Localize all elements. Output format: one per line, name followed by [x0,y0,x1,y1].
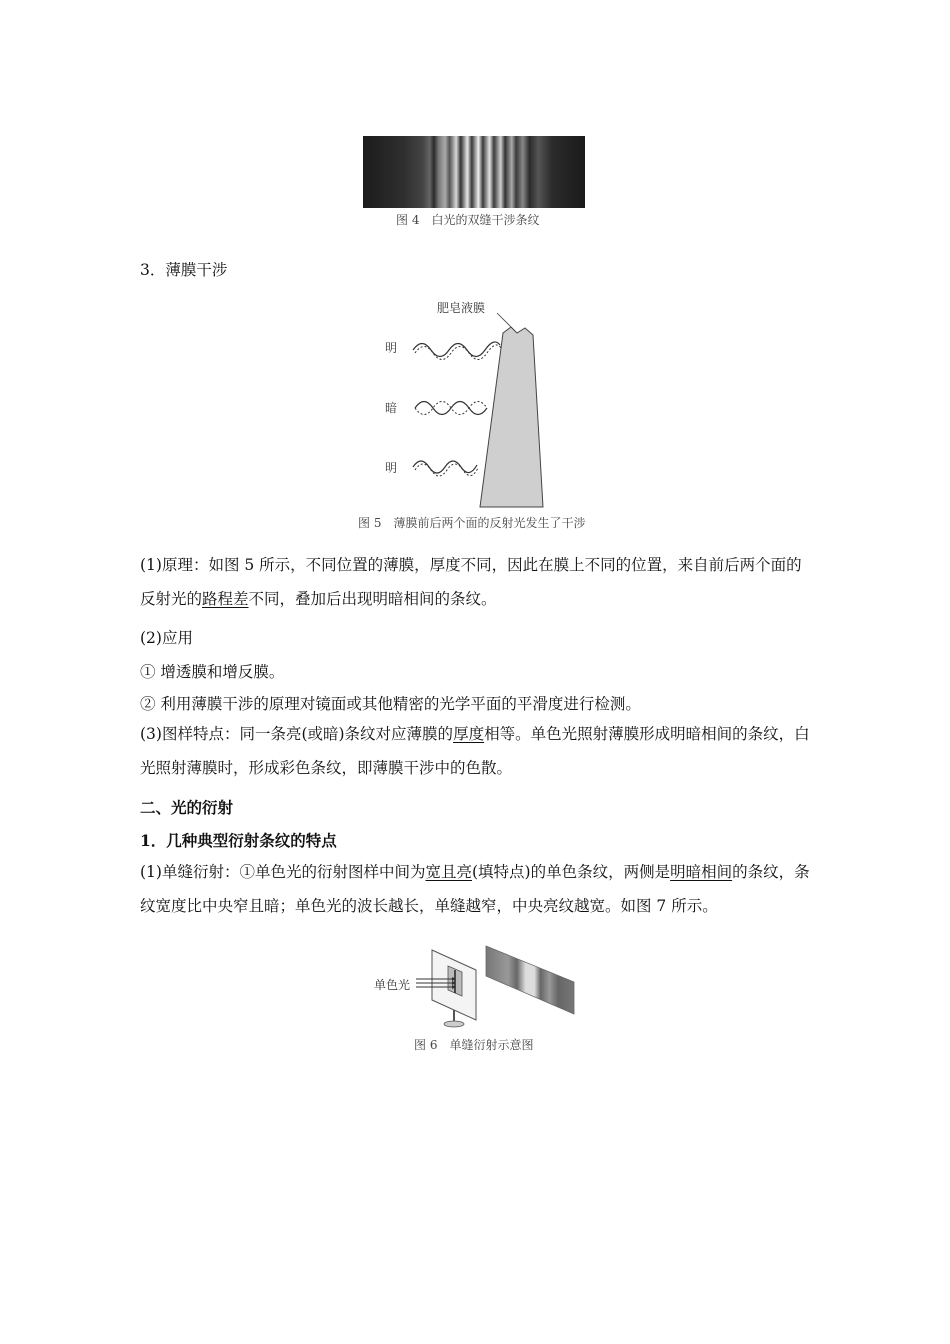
answer-alternating: 明暗相间 [670,863,733,881]
paragraph-single-slit [140,855,812,923]
subheading-diffraction-types: 1．几种典型衍射条纹的特点 [140,831,337,850]
soap-film-shape [480,327,543,507]
figure-5-caption: 图 5 薄膜前后两个面的反射光发生了干涉 [358,516,586,530]
double-slit-fringe-image [363,136,585,208]
thin-film-diagram [375,295,575,510]
figure-4-caption: 图 4 白光的双缝干涉条纹 [396,213,540,227]
figure-4 [363,136,585,208]
wave-bright-top-dashed [415,345,501,360]
label-bright-bottom: 明 [385,461,398,475]
principle-text-start: (1)原理：如图 5 所示，不同位置的薄膜，厚度不同，因此在膜上不同的位置，来自前后两个面的反射光的 [140,556,802,608]
answer-thickness: 厚度 [453,725,485,743]
paragraph-principle [140,548,812,616]
section-heading-thin-film: 3．薄膜干涉 [140,261,228,279]
paragraph-application-1: ① 增透膜和增反膜。 [140,663,285,681]
answer-path-difference: 路程差 [202,590,249,608]
paragraph-pattern-features [140,717,812,785]
answer-wide-bright: 宽且亮 [425,863,472,881]
paragraph-application: (2)应用 [140,629,193,647]
pattern-text-start: (3)图样特点：同一条亮(或暗)条纹对应薄膜的 [140,725,454,743]
label-dark: 暗 [385,401,398,415]
section-heading-diffraction: 二、光的衍射 [140,798,234,817]
figure-6-caption: 图 6 单缝衍射示意图 [414,1038,534,1052]
single-slit-text-middle: (填特点)的单色条纹，两侧是 [471,863,671,881]
wave-bright-bottom-solid [413,461,477,473]
single-slit-text-end: 的条纹，条纹宽度比中央窄且暗；单色光的波长越长，单缝越窄，中央亮纹越宽。如图 7 所示。 [140,863,810,915]
figure-5 [375,295,575,510]
diffraction-screen [486,946,574,1014]
figure-6 [368,942,578,1032]
wave-dark-dashed [415,402,487,415]
single-slit-text-start: (1)单缝衍射：①单色光的衍射图样中间为 [140,863,426,881]
label-bright-top: 明 [385,341,398,355]
pattern-text-end: 相等。单色光照射薄膜形成明暗相间的条纹，白光照射薄膜时，形成彩色条纹，即薄膜干涉中的色散。 [140,725,810,777]
principle-text-end: 不同，叠加后出现明暗相间的条纹。 [248,590,497,608]
wave-bright-top-solid [413,342,500,357]
film-label: 肥皂液膜 [437,301,486,315]
light-label: 单色光 [374,978,411,992]
paragraph-application-2: ② 利用薄膜干涉的原理对镜面或其他精密的光学平面的平滑度进行检测。 [140,695,641,713]
